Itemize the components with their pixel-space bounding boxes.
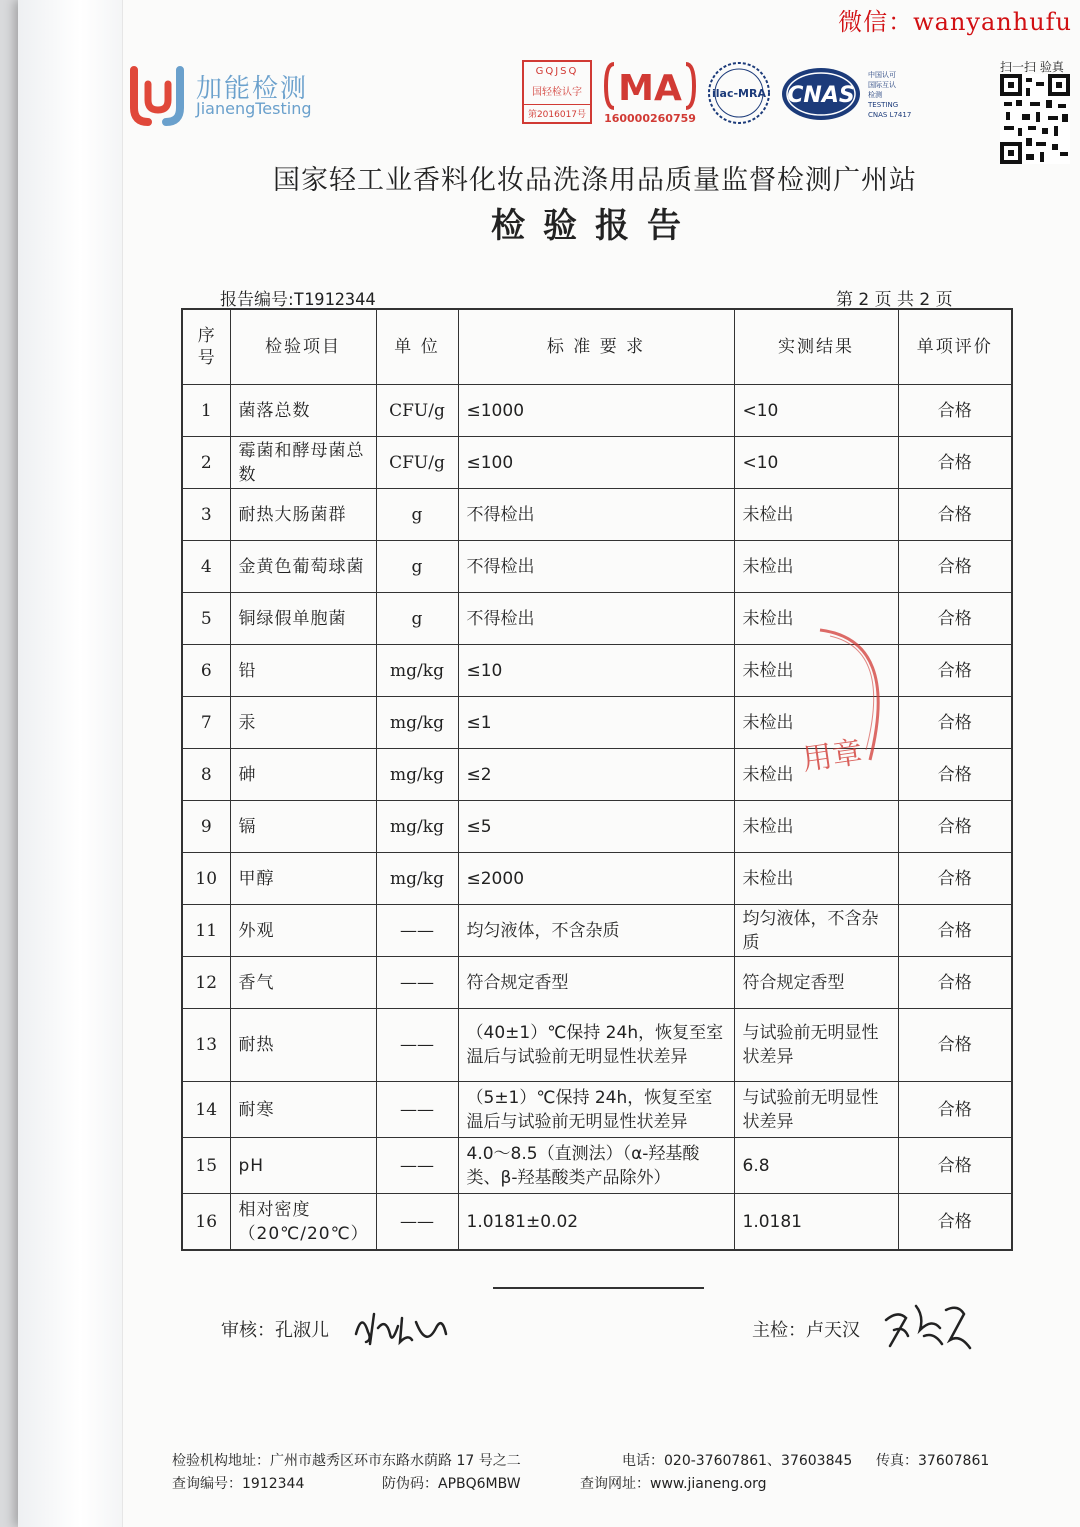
cell-item: 耐热 [230,1009,376,1082]
cell-requirement: （5±1）℃保持 24h，恢复至室温后与试验前无明显性状差异 [458,1082,734,1138]
cell-result: 未检出 [734,489,898,541]
footer-phone: 电话：020-37607861、37603845 [622,1453,853,1469]
cell-result: 6.8 [734,1138,898,1194]
cell-result: 未检出 [734,697,898,749]
org-title: 国家轻工业香料化妆品洗涤用品质量监督检测广州站 [273,165,917,196]
report-number-label: 报告编号: [220,290,294,310]
cell-unit: CFU/g [376,437,458,489]
cell-item: 铅 [230,645,376,697]
cell-result: 与试验前无明显性状差异 [734,1082,898,1138]
cell-evaluation: 合格 [898,853,1012,905]
cell-unit: mg/kg [376,697,458,749]
ilac-mra-icon [706,60,772,126]
cell-result: <10 [734,437,898,489]
table-row [182,905,1012,957]
cma-cert-badge [604,60,696,126]
cell-unit: mg/kg [376,645,458,697]
cell-requirement: ≤5 [458,801,734,853]
table-row [182,801,1012,853]
cell-result: 未检出 [734,853,898,905]
cell-result: 未检出 [734,645,898,697]
cell-no: 1 [182,385,230,437]
cell-evaluation: 合格 [898,749,1012,801]
cell-unit: g [376,489,458,541]
logo-en-text: JianengTesting [196,99,312,118]
cell-evaluation: 合格 [898,437,1012,489]
cell-unit: —— [376,905,458,957]
cell-unit: mg/kg [376,749,458,801]
table-header-row [182,309,1012,385]
cell-evaluation: 合格 [898,1082,1012,1138]
header-item: 检验项目 [230,309,376,385]
cell-unit: —— [376,1009,458,1082]
cell-item: 甲醇 [230,853,376,905]
cell-no: 2 [182,437,230,489]
cell-unit: mg/kg [376,801,458,853]
table-row [182,957,1012,1009]
official-seal-stamp [800,620,950,800]
cell-evaluation: 合格 [898,1138,1012,1194]
cell-item: 相对密度（20℃/20℃） [230,1194,376,1251]
cell-unit: —— [376,1138,458,1194]
cell-evaluation: 合格 [898,801,1012,853]
header-unit: 单 位 [376,309,458,385]
table-row [182,489,1012,541]
watermark-text: 微信：wanyanhufu [838,8,1072,36]
end-divider [493,1287,704,1289]
cell-result: 符合规定香型 [734,957,898,1009]
cell-requirement: 均匀液体，不含杂质 [458,905,734,957]
cell-unit: —— [376,1194,458,1251]
cell-result: 与试验前无明显性状差异 [734,1009,898,1082]
cell-item: 镉 [230,801,376,853]
cell-no: 9 [182,801,230,853]
table-row [182,1082,1012,1138]
gqjsq-line1: GQJSQ [535,66,579,77]
cell-unit: g [376,593,458,645]
table-row [182,1194,1012,1251]
table-body [182,385,1012,1251]
cell-requirement: ≤1 [458,697,734,749]
cell-no: 3 [182,489,230,541]
report-number-value: T1912344 [293,290,376,310]
cell-item: 铜绿假单胞菌 [230,593,376,645]
cnas-line-0: 中国认可 [868,71,896,79]
cell-result: 未检出 [734,541,898,593]
cell-item: 耐热大肠菌群 [230,489,376,541]
cell-unit: mg/kg [376,853,458,905]
cnas-label: CNAS [787,83,855,108]
cell-evaluation: 合格 [898,1194,1012,1251]
cell-item: 香气 [230,957,376,1009]
cnas-caption [868,70,911,120]
table-row [182,853,1012,905]
logo-cn-text: 加能检测 [196,74,309,104]
cell-no: 7 [182,697,230,749]
cnas-icon [780,66,862,122]
footer-website-link[interactable]: 查询网址：www.jianeng.org [580,1476,767,1492]
cell-result: 均匀液体，不含杂质 [734,905,898,957]
cell-no: 4 [182,541,230,593]
cell-no: 5 [182,593,230,645]
cell-requirement: ≤10 [458,645,734,697]
cell-no: 16 [182,1194,230,1251]
cell-unit: CFU/g [376,385,458,437]
cell-requirement: 不得检出 [458,541,734,593]
cell-no: 6 [182,645,230,697]
cell-requirement: 4.0～8.5（直测法）（α-羟基酸类、β-羟基酸类产品除外） [458,1138,734,1194]
cell-evaluation: 合格 [898,593,1012,645]
footer-anti-fake-code: 防伪码：APBQ6MBW [382,1476,521,1492]
gqjsq-line3: 第2016017号 [524,104,590,120]
cell-evaluation: 合格 [898,957,1012,1009]
cell-item: 耐寒 [230,1082,376,1138]
cell-unit: —— [376,1082,458,1138]
table-row [182,385,1012,437]
cell-evaluation: 合格 [898,905,1012,957]
cell-unit: —— [376,957,458,1009]
page-info: 第 2 页 共 2 页 [836,290,953,310]
cell-no: 12 [182,957,230,1009]
qr-code-icon[interactable] [1000,74,1070,164]
cell-no: 14 [182,1082,230,1138]
cell-requirement: （40±1）℃保持 24h，恢复至室温后与试验前无明显性状差异 [458,1009,734,1082]
cell-unit: g [376,541,458,593]
table-row [182,1009,1012,1082]
cell-result: 未检出 [734,801,898,853]
header-result: 实测结果 [734,309,898,385]
inspector-name: 卢天汉 [806,1320,860,1341]
cell-result: 1.0181 [734,1194,898,1251]
gqjsq-cert-badge [522,60,592,124]
footer-query-number: 查询编号：1912344 [172,1476,305,1492]
cell-requirement: 符合规定香型 [458,957,734,1009]
cell-no: 11 [182,905,230,957]
cell-evaluation: 合格 [898,697,1012,749]
header-no: 序号 [182,309,230,385]
ilac-label: ilac-MRA [712,87,766,100]
jianeng-logo-icon [126,64,188,128]
cell-item: pH [230,1138,376,1194]
cell-requirement: ≤2000 [458,853,734,905]
cell-no: 8 [182,749,230,801]
doc-title: 检验报告 [491,206,699,246]
table-row [182,541,1012,593]
cell-item: 菌落总数 [230,385,376,437]
cell-item: 砷 [230,749,376,801]
inspector-label: 主检： [752,1320,806,1341]
cnas-line-1: 国际互认 [868,81,896,89]
cma-label: MA [618,68,682,109]
header-evaluation: 单项评价 [898,309,1012,385]
inspector-block [752,1316,860,1342]
reviewer-block [221,1316,329,1342]
cell-evaluation: 合格 [898,645,1012,697]
cnas-line-2: 检测 [868,91,882,99]
cell-evaluation: 合格 [898,385,1012,437]
qr-label: 扫一扫 验真 [1000,60,1064,74]
cnas-line-3: TESTING [868,101,899,109]
cell-result: 未检出 [734,593,898,645]
cell-no: 13 [182,1009,230,1082]
cell-result: 未检出 [734,749,898,801]
cell-item: 外观 [230,905,376,957]
reviewer-name: 孔淑儿 [275,1320,329,1341]
cell-item: 霉菌和酵母菌总数 [230,437,376,489]
cell-result: <10 [734,385,898,437]
table-row [182,1138,1012,1194]
cma-icon [604,60,696,112]
cell-no: 15 [182,1138,230,1194]
cell-requirement: ≤100 [458,437,734,489]
cell-requirement: 不得检出 [458,593,734,645]
reviewer-signature-icon [352,1304,452,1348]
cell-evaluation: 合格 [898,541,1012,593]
cell-no: 10 [182,853,230,905]
cell-item: 金黄色葡萄球菌 [230,541,376,593]
report-number [220,285,376,310]
cell-requirement: 不得检出 [458,489,734,541]
seal-text: 用章 [800,734,865,778]
cell-evaluation: 合格 [898,1009,1012,1082]
cell-requirement: ≤1000 [458,385,734,437]
cell-requirement: 1.0181±0.02 [458,1194,734,1251]
header-requirement: 标 准 要 求 [458,309,734,385]
inspector-signature-icon [880,1296,974,1354]
cma-number: 160000260759 [604,112,696,125]
reviewer-label: 审核： [221,1320,275,1341]
table-row [182,437,1012,489]
cell-item: 汞 [230,697,376,749]
cell-requirement: ≤2 [458,749,734,801]
cell-evaluation: 合格 [898,489,1012,541]
footer-fax: 传真：37607861 [876,1453,990,1469]
cnas-line-4: CNAS L7417 [868,111,912,119]
footer-address: 检验机构地址：广州市越秀区环市东路水荫路 17 号之二 [172,1453,521,1469]
gqjsq-line2: 国轻检认字 [532,87,582,98]
